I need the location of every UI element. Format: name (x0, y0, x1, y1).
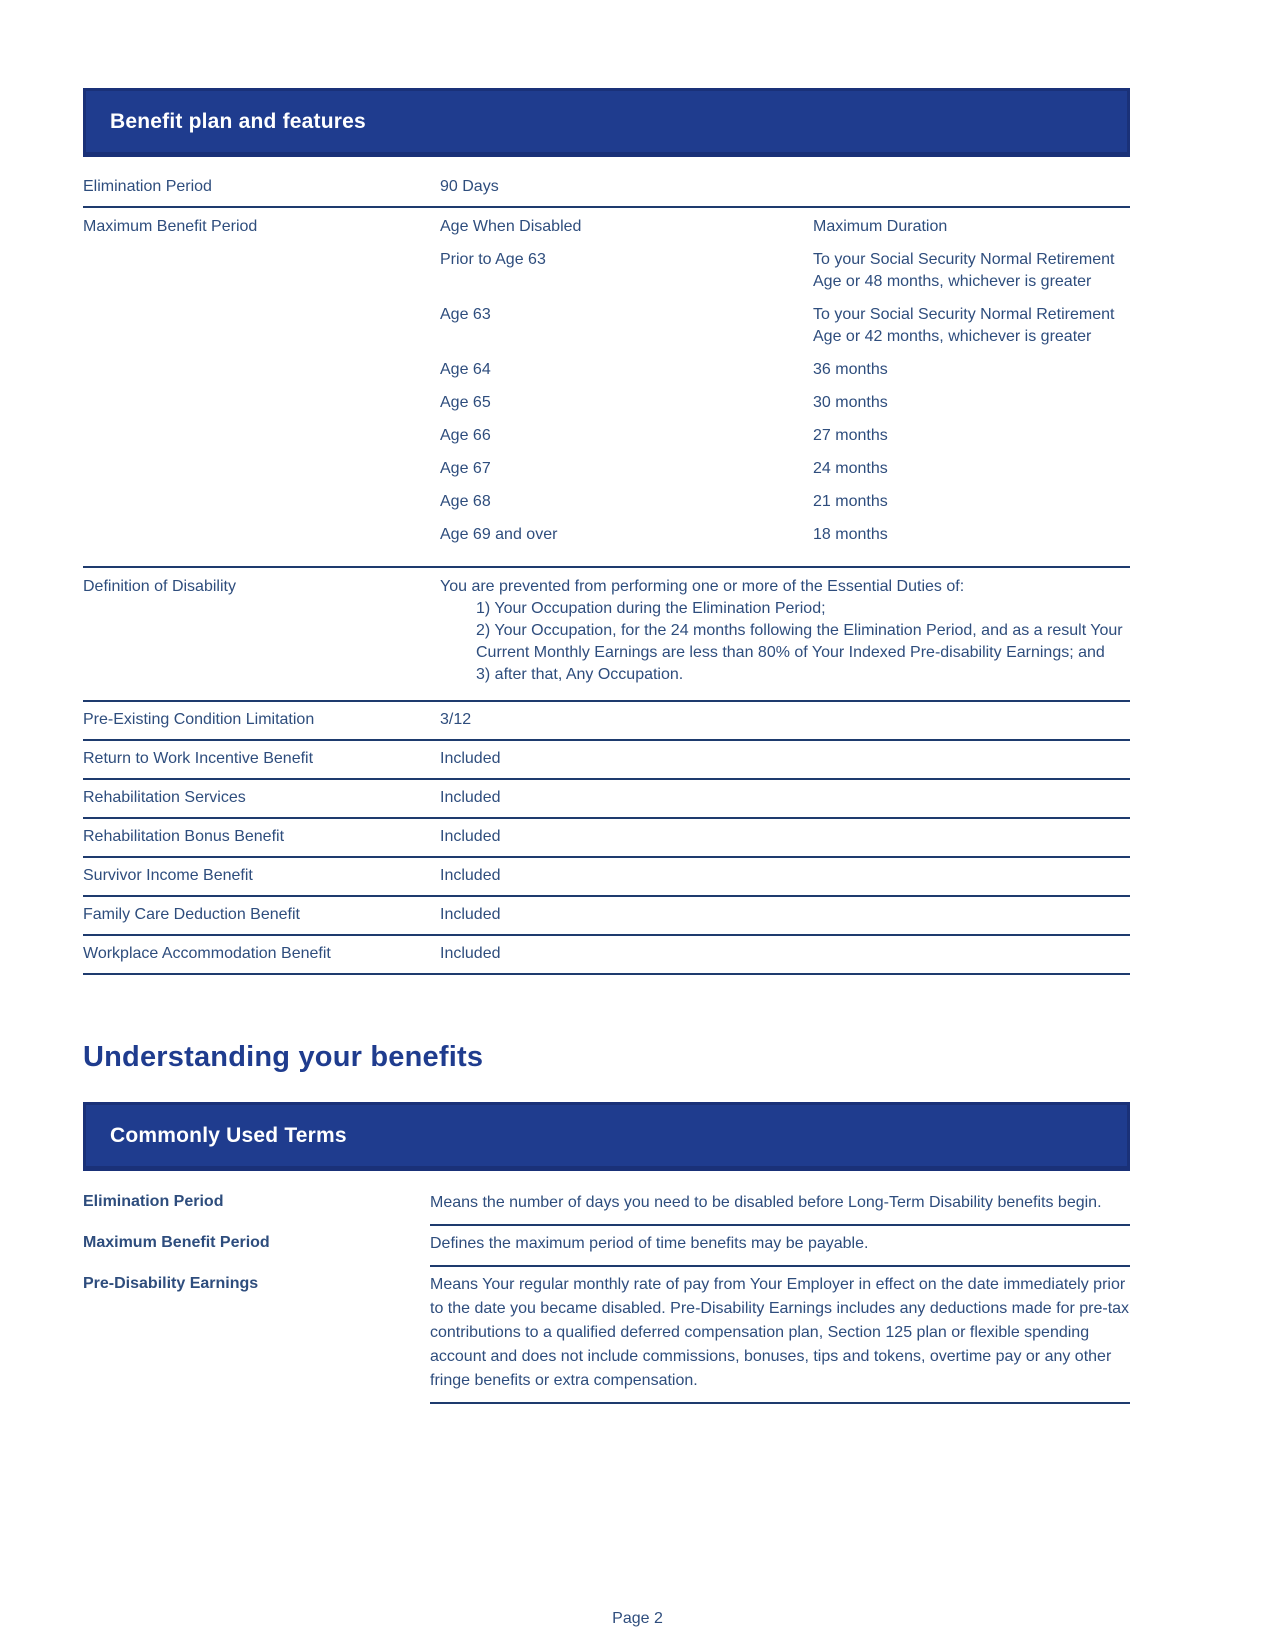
age-cell: Age 66 (440, 427, 491, 444)
page-number: Page 2 (612, 1610, 663, 1627)
row-value: Included (440, 828, 501, 845)
age-table-col2-header: Maximum Duration (813, 218, 948, 235)
definition-item: 1) Your Occupation during the Elimination Period; (476, 600, 826, 617)
table-row-survivor-income (83, 858, 1130, 897)
row-label: Family Care Deduction Benefit (83, 906, 300, 923)
age-cell: Age 68 (440, 493, 491, 510)
age-table-row (440, 244, 1130, 299)
duration-cell: 21 months (813, 493, 888, 510)
understanding-benefits-heading: Understanding your benefits (83, 1041, 484, 1073)
commonly-used-terms-section-header (83, 1102, 1130, 1171)
duration-cell: 18 months (813, 526, 888, 543)
duration-cell: To your Social Security Normal Retirement Age or 42 months, whichever is greater (813, 306, 1115, 345)
duration-cell: 24 months (813, 460, 888, 477)
definition-item: 2) Your Occupation, for the 24 months following the Elimination Period, and as a result Your Current Monthly Earnings are less than 80% of Your Indexed Pre-disability Earnings; and (476, 622, 1123, 661)
age-duration-table (440, 216, 1130, 552)
duration-cell: 27 months (813, 427, 888, 444)
benefit-plan-section-header (83, 88, 1130, 157)
table-row-workplace-accommodation (83, 936, 1130, 975)
age-cell: Age 65 (440, 394, 491, 411)
row-value: 3/12 (440, 711, 472, 728)
age-table-row (440, 420, 1130, 453)
age-cell: Age 64 (440, 361, 491, 378)
term-definition: Means Your regular monthly rate of pay from Your Employer in effect on the date immediately prior to the date you became disabled. Pre-Disability Earnings includes any deductions made for pre-tax contributions to a qualified deferred compensation plan, Section 125 plan or flexible spending account and does not include commissions, bonuses, tips and tokens, overtime pay or any other fringe benefits or extra compensation. (430, 1267, 1130, 1404)
term-definition: Means the number of days you need to be disabled before Long-Term Disability benefits begin. (430, 1185, 1130, 1226)
age-table-header-row (440, 216, 1130, 244)
age-table-row (440, 299, 1130, 354)
term-label: Pre-Disability Earnings (83, 1275, 259, 1292)
term-label: Elimination Period (83, 1193, 224, 1210)
row-label: Pre-Existing Condition Limitation (83, 711, 315, 728)
row-value: Included (440, 867, 501, 884)
definition-item: 3) after that, Any Occupation. (476, 666, 684, 683)
row-label: Rehabilitation Services (83, 789, 246, 806)
table-row-rehabilitation-bonus (83, 819, 1130, 858)
age-table-col1-header: Age When Disabled (440, 218, 582, 235)
row-value: Included (440, 750, 501, 767)
row-label: Definition of Disability (83, 578, 236, 595)
row-value: Included (440, 789, 501, 806)
benefit-plan-section-title: Benefit plan and features (110, 109, 366, 133)
commonly-used-terms-table (83, 1185, 1130, 1404)
definition-of-disability-text (440, 576, 1130, 686)
row-label: Survivor Income Benefit (83, 867, 253, 884)
row-label: Elimination Period (83, 178, 212, 195)
row-value: Included (440, 945, 501, 962)
duration-cell: 30 months (813, 394, 888, 411)
row-label: Rehabilitation Bonus Benefit (83, 828, 285, 845)
term-row-elimination-period (83, 1185, 1130, 1226)
benefit-plan-table (83, 169, 1130, 975)
term-definition: Defines the maximum period of time benefits may be payable. (430, 1226, 1130, 1267)
definition-intro: You are prevented from performing one or more of the Essential Duties of: (440, 578, 965, 595)
table-row-definition-of-disability (83, 568, 1130, 702)
age-table-row (440, 387, 1130, 420)
age-cell: Age 69 and over (440, 526, 558, 543)
table-row-return-to-work (83, 741, 1130, 780)
age-cell: Age 67 (440, 460, 491, 477)
row-value: Included (440, 906, 501, 923)
duration-cell: 36 months (813, 361, 888, 378)
commonly-used-terms-title: Commonly Used Terms (110, 1123, 347, 1147)
age-cell: Prior to Age 63 (440, 251, 546, 268)
age-cell: Age 63 (440, 306, 491, 323)
term-row-maximum-benefit-period (83, 1226, 1130, 1267)
page-content (83, 0, 1130, 1404)
duration-cell: To your Social Security Normal Retirement Age or 48 months, whichever is greater (813, 251, 1115, 290)
row-value: 90 Days (440, 178, 499, 195)
table-row-maximum-benefit-period (83, 208, 1130, 568)
table-row-elimination-period (83, 169, 1130, 208)
age-table-row (440, 519, 1130, 552)
row-label: Return to Work Incentive Benefit (83, 750, 314, 767)
table-row-rehabilitation-services (83, 780, 1130, 819)
age-table-row (440, 453, 1130, 486)
age-table-row (440, 486, 1130, 519)
table-row-pre-existing-condition (83, 702, 1130, 741)
table-row-family-care (83, 897, 1130, 936)
row-label: Maximum Benefit Period (83, 218, 258, 235)
row-label: Workplace Accommodation Benefit (83, 945, 331, 962)
term-label: Maximum Benefit Period (83, 1234, 270, 1251)
age-table-row (440, 354, 1130, 387)
term-row-pre-disability-earnings (83, 1267, 1130, 1404)
